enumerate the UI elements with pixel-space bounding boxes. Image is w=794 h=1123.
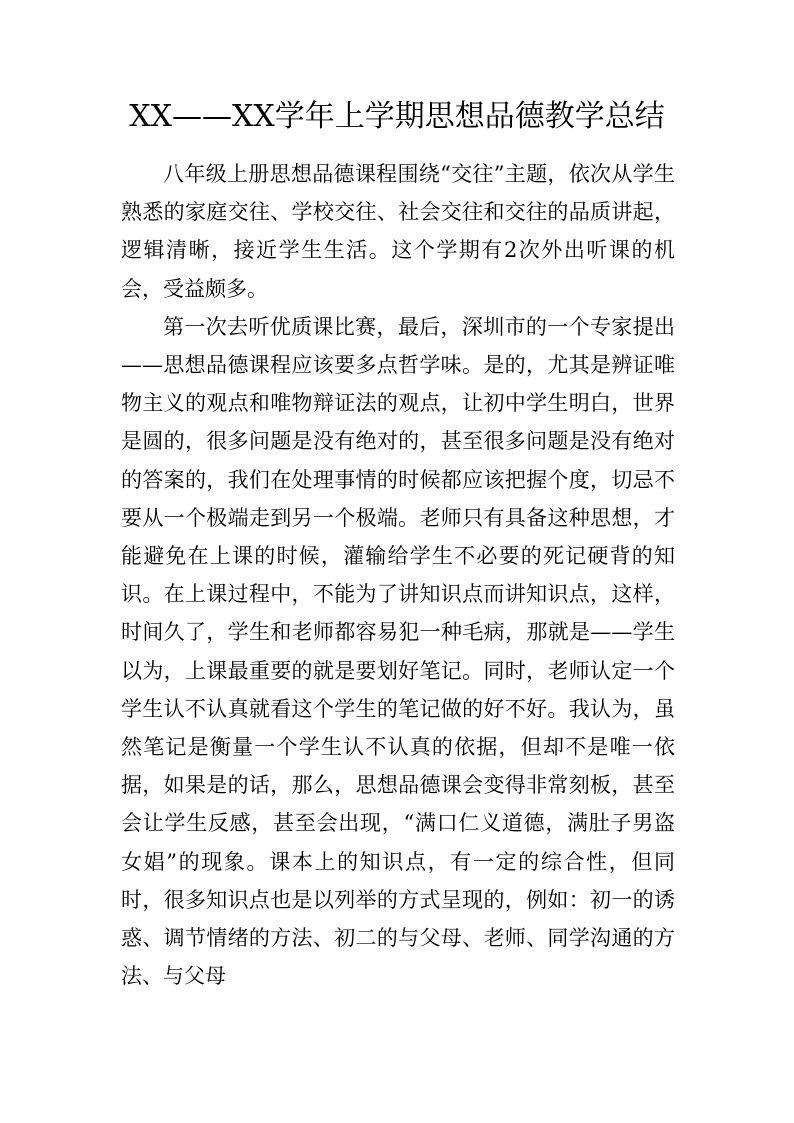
document-body [121, 155, 675, 995]
document-title: XX——XX学年上学期思想品德教学总结 [129, 99, 665, 134]
paragraph-observation: 第一次去听优质课比赛，最后，深圳市的一个专家提出——思想品德课程应该要多点哲学味。是的，尤其是辨证唯物主义的观点和唯物辩证法的观点，让初中学生明白，世界是圆的，很多问题是没有绝对的，甚至很多问题是没有绝对的答案的，我们在处理事情的时候都应该把握个度，切忌不要从一个极端走到另一个极端。老师只有具备这种思想，才能避免在上课的时候，灌输给学生不必要的死记硬背的知识。在上课过程中，不能为了讲知识点而讲知识点，这样，时间久了，学生和老师都容易犯一种毛病，那就是——学生以为，上课最重要的就是要划好笔记。同时，老师认定一个学生认不认真就看这个学生的笔记做的好不好。我认为，虽然笔记是衡量一个学生认不认真的依据，但却不是唯一依据，如果是的话，那么，思想品德课会变得非常刻板，甚至会让学生反感，甚至会出现，“满口仁义道德，满肚子男盗女娼”的现象。课本上的知识点，有一定的综合性，但同时，很多知识点也是以列举的方式呈现的，例如：初一的诱惑、调节情绪的方法、初二的与父母、老师、同学沟通的方法、与父母 [121, 314, 675, 989]
paragraph-intro: 八年级上册思想品德课程围绕“交往”主题，依次从学生熟悉的家庭交往、学校交往、社会交往和交往的品质讲起，逻辑清晰，接近学生生活。这个学期有2次外出听课的机会，受益颇多。 [121, 162, 675, 301]
